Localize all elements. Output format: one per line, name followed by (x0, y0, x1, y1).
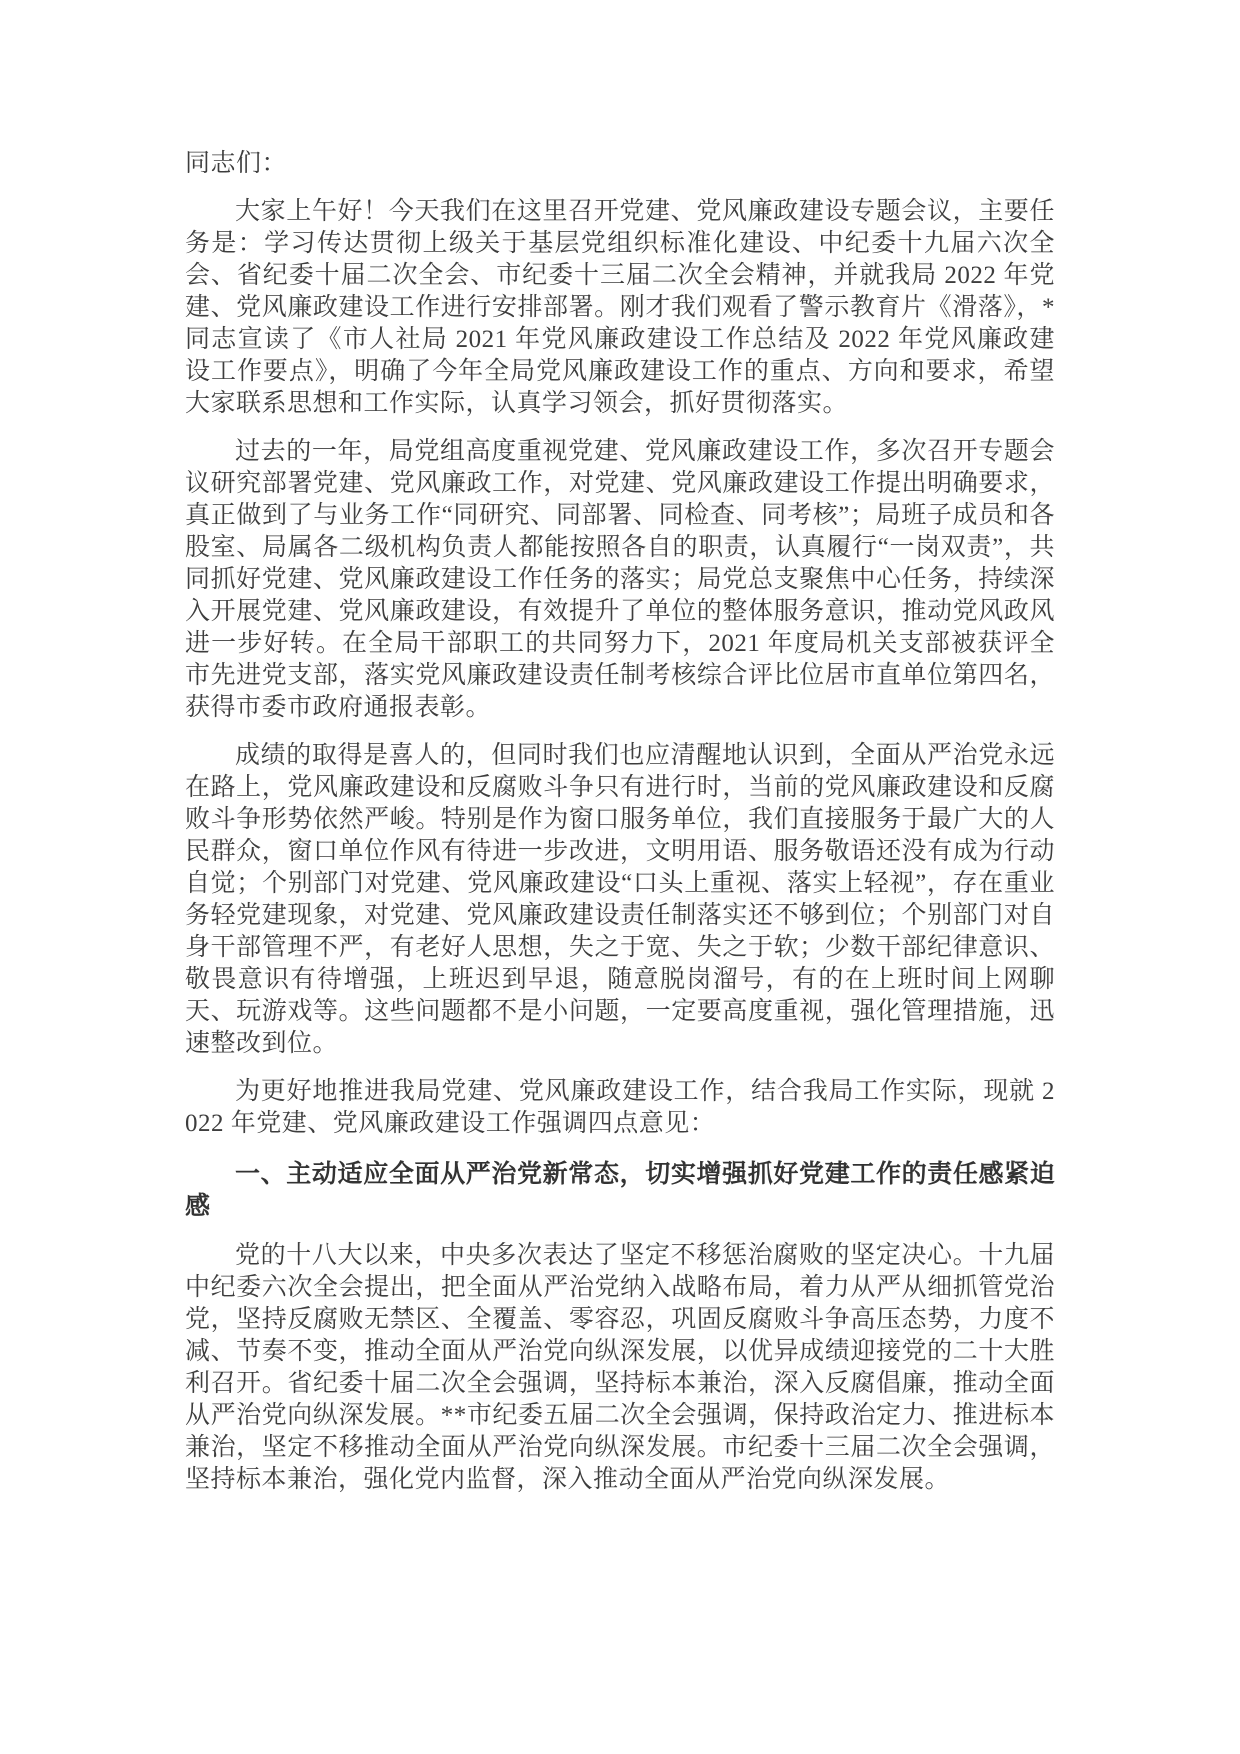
paragraph-opening: 大家上午好！今天我们在这里召开党建、党风廉政建设专题会议，主要任务是：学习传达贯彻上级关于基层党组织标准化建设、中纪委十九届六次全会、省纪委十届二次全会、市纪委十三届二次全会精神，并就我局 2022 年党建、党风廉政建设工作进行安排部署。刚才我们观看了警示教育片《滑落》，*同志宣读了《市人社局 2021 年党风廉政建设工作总结及 2022 年党风廉政建设工作要点》，明确了今年全局党风廉政建设工作的重点、方向和要求，希望大家联系思想和工作实际，认真学习领会，抓好贯彻落实。 (185, 198, 1055, 417)
salutation-line: 同志们： (185, 150, 288, 177)
section-heading-one: 一、主动适应全面从严治党新常态，切实增强抓好党建工作的责任感紧迫感 (185, 1160, 1055, 1220)
paragraph-central-committee-requirements: 党的十八大以来，中央多次表达了坚定不移惩治腐败的坚定决心。十九届中纪委六次全会提出，把全面从严治党纳入战略布局，着力从严从细抓管党治党，坚持反腐败无禁区、全覆盖、零容忍，巩固反腐败斗争高压态势，力度不减、节奏不变，推动全面从严治党向纵深发展，以优异成绩迎接党的二十大胜利召开。省纪委十届二次全会强调，坚持标本兼治，深入反腐倡廉，推动全面从严治党向纵深发展。**市纪委五届二次全会强调，保持政治定力、推进标本兼治，坚定不移推动全面从严治党向纵深发展。市纪委十三届二次全会强调，坚持标本兼治，强化党内监督，深入推动全面从严治党向纵深发展。 (185, 1242, 1055, 1493)
paragraph-transition-four-points: 为更好地推进我局党建、党风廉政建设工作，结合我局工作实际，现就 2022 年党建、党风廉政建设工作强调四点意见： (185, 1078, 1055, 1137)
paragraph-problems-analysis: 成绩的取得是喜人的，但同时我们也应清醒地认识到，全面从严治党永远在路上，党风廉政建设和反腐败斗争只有进行时，当前的党风廉政建设和反腐败斗争形势依然严峻。特别是作为窗口服务单位，我们直接服务于最广大的人民群众，窗口单位作风有待进一步改进，文明用语、服务敬语还没有成为行动自觉；个别部门对党建、党风廉政建设“口头上重视、落实上轻视”，存在重业务轻党建现象，对党建、党风廉政建设责任制落实还不够到位；个别部门对自身干部管理不严，有老好人思想，失之于宽、失之于软；少数干部纪律意识、敬畏意识有待增强，上班迟到早退，随意脱岗溜号，有的在上班时间上网聊天、玩游戏等。这些问题都不是小问题，一定要高度重视，强化管理措施，迅速整改到位。 (185, 742, 1055, 1057)
paragraph-past-year-review: 过去的一年，局党组高度重视党建、党风廉政建设工作，多次召开专题会议研究部署党建、党风廉政工作，对党建、党风廉政建设工作提出明确要求，真正做到了与业务工作“同研究、同部署、同检查、同考核”；局班子成员和各股室、局属各二级机构负责人都能按照各自的职责，认真履行“一岗双责”，共同抓好党建、党风廉政建设工作任务的落实；局党总支聚焦中心任务，持续深入开展党建、党风廉政建设，有效提升了单位的整体服务意识，推动党风政风进一步好转。在全局干部职工的共同努力下，2021 年度局机关支部被获评全市先进党支部，落实党风廉政建设责任制考核综合评比位居市直单位第四名，获得市委市政府通报表彰。 (185, 438, 1055, 721)
document-body (185, 148, 1055, 1512)
